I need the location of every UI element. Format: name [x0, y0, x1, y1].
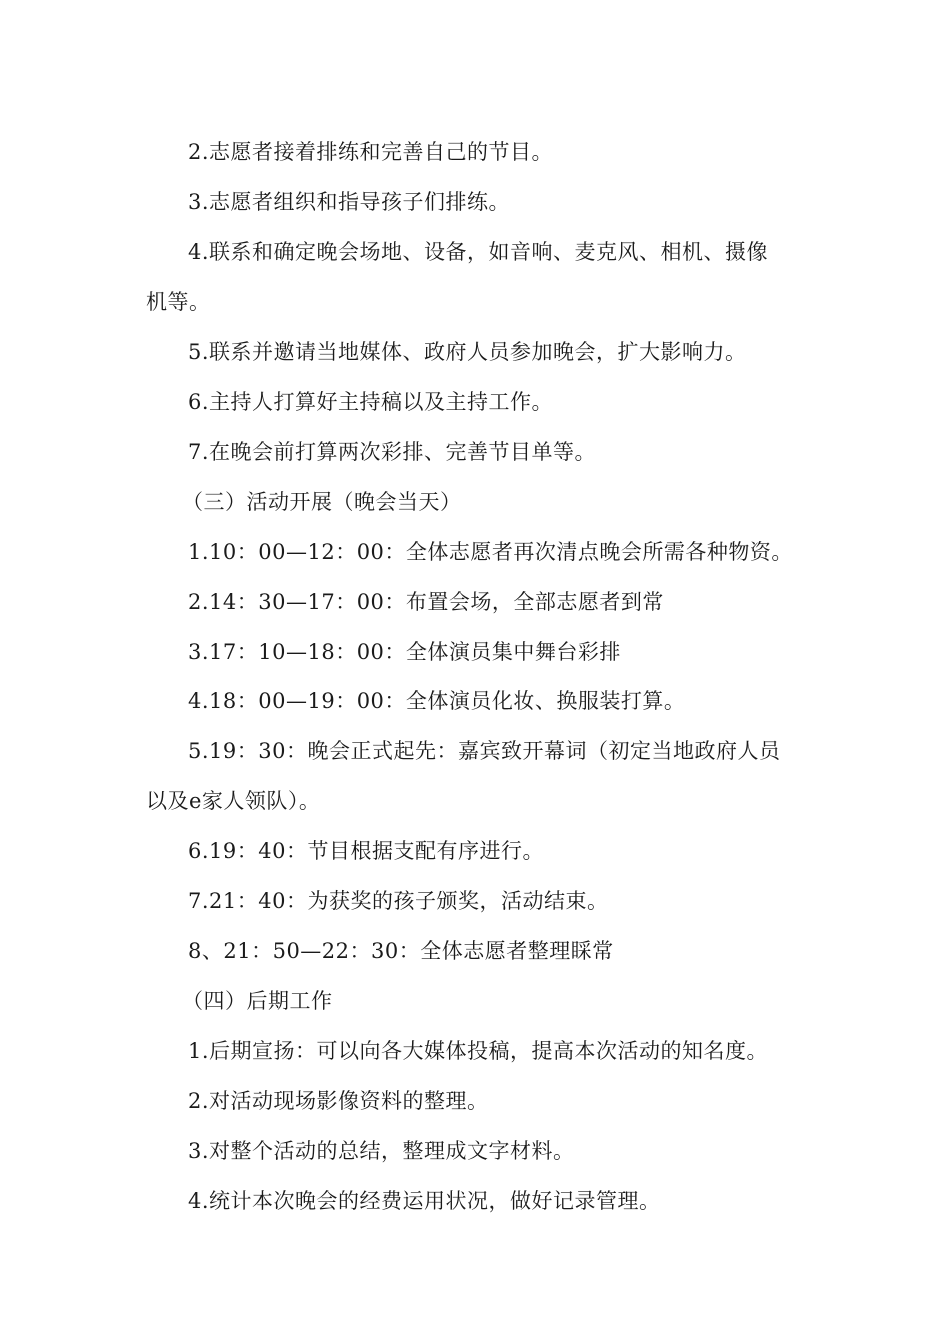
paragraph-line: 7.在晚会前打算两次彩排、完善节目单等。: [188, 440, 597, 464]
paragraph-line: 5.19：30：晚会正式起先：嘉宾致开幕词（初定当地政府人员: [188, 739, 781, 763]
paragraph-line: 机等。: [146, 290, 211, 314]
paragraph-line: 3.17：10—18：00：全体演员集中舞台彩排: [188, 640, 621, 664]
paragraph-line: 3.志愿者组织和指导孩子们排练。: [188, 190, 511, 214]
paragraph-line: 5.联系并邀请当地媒体、政府人员参加晚会，扩大影响力。: [188, 340, 747, 364]
paragraph-line: 1.10：00—12：00：全体志愿者再次清点晚会所需各种物资。: [188, 540, 793, 564]
paragraph-line: 6.主持人打算好主持稿以及主持工作。: [188, 390, 554, 414]
paragraph-line: 1.后期宣扬：可以向各大媒体投稿，提高本次活动的知名度。: [188, 1039, 769, 1063]
paragraph-line: 4.统计本次晚会的经费运用状况，做好记录管理。: [188, 1189, 661, 1213]
section-heading: （四）后期工作: [182, 989, 333, 1013]
section-heading: （三）活动开展（晚会当天）: [182, 490, 462, 514]
paragraph-line: 3.对整个活动的总结，整理成文字材料。: [188, 1139, 575, 1163]
paragraph-line: 2.对活动现场影像资料的整理。: [188, 1089, 489, 1113]
paragraph-line: 2.14：30—17：00：布置会场，全部志愿者到常: [188, 590, 664, 614]
paragraph-line: 2.志愿者接着排练和完善自己的节目。: [188, 140, 554, 164]
paragraph-line: 以及e家人领队）。: [146, 789, 321, 813]
paragraph-line: 7.21：40：为获奖的孩子颁奖，活动结束。: [188, 889, 609, 913]
paragraph-line: 4.18：00—19：00：全体演员化妆、换服装打算。: [188, 689, 686, 713]
paragraph-line: 6.19：40：节目根据支配有序进行。: [188, 839, 544, 863]
paragraph-line: 8、21：50—22：30：全体志愿者整理睬常: [188, 939, 614, 963]
paragraph-line: 4.联系和确定晚会场地、设备，如音响、麦克风、相机、摄像: [188, 240, 769, 264]
